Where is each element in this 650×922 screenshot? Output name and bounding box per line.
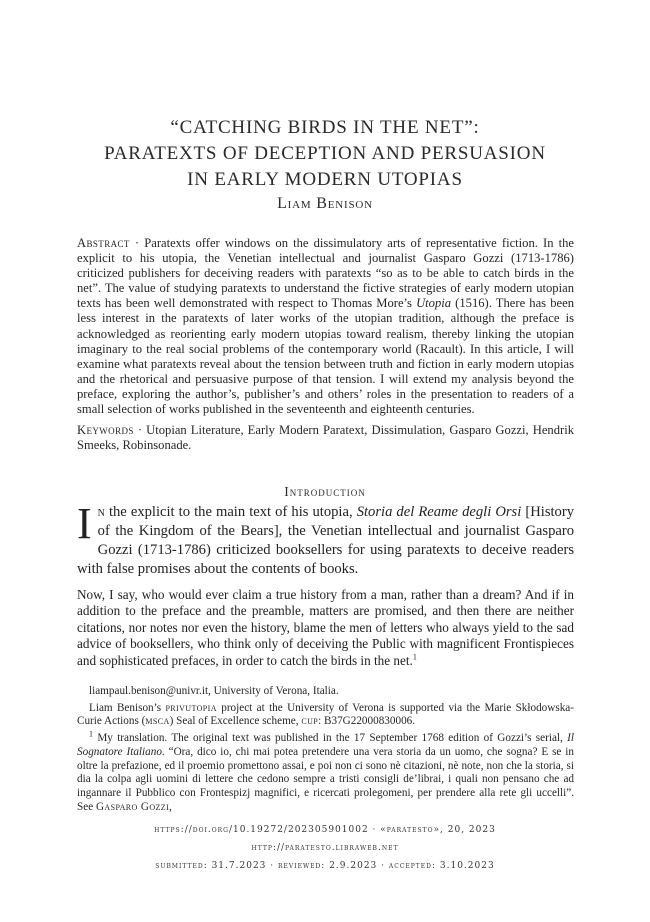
footnote-number: 1 [89, 729, 93, 739]
intro-work-title: Storia del Reame degli Orsi [356, 504, 522, 520]
footnote-text: , [169, 800, 172, 813]
abstract-paragraph [77, 236, 574, 417]
funding-note [77, 702, 574, 729]
funding-text: : B37G22000830006. [318, 715, 416, 728]
block-quote [77, 587, 574, 669]
footnote-author: Gasparo Gozzi [95, 800, 170, 813]
article-title [40, 115, 610, 193]
journal-url[interactable]: http://paratesto.libraweb.net [251, 843, 399, 853]
msca-abbrev: msca [145, 715, 170, 728]
separator: · [133, 423, 147, 438]
footnote-1 [77, 729, 575, 814]
author-affiliation: liampaul.benison@univr.it, University of Verona, Italia. [89, 685, 339, 697]
author-name: Liam Benison [277, 195, 373, 212]
drop-cap: I [77, 499, 92, 548]
title-line: PARATEXTS OF DECEPTION AND PERSUASION [104, 143, 546, 164]
quote-text: Now, I say, who would ever claim a true history from a man, rather than a dream? And if in addition to the preface and the preamble, matters are promised, and then there are neither citations, nor notes nor even the history, blame the men of letters who always yield to the sad advice of booksellers, who think only of deceiving the Public with magnificent Frontispieces and sophisticated prefaces, in order to catch the birds in the net. [77, 587, 574, 668]
abstract-text: (1516). There has been less interest in the paratexts of later works of the utopian tradition, although the preface is acknowledged as reorienting early modern utopias toward realism, thereby linking the utopian imaginary to the real social problems of the contemporary world (Racault). In this article, I will examine what paratexts reveal about the tension between truth and fiction in early modern utopias and the rhetorical and persuasive purpose of that tension. I will extend my analysis beyond the preface, exploring the author’s, publisher’s and others’ roles in the presentation to readers of a small selection of works published in the seventeenth and eighteenth centuries. [77, 296, 574, 417]
submission-dates: submitted: 31.7.2023 · reviewed: 2.9.2023 · accepted: 3.10.2023 [155, 861, 495, 871]
abstract-text: Paratexts offer windows on the dissimulatory arts of representative fiction. In the explicit to his utopia, the Venetian intellectual and journalist Gasparo Gozzi (1713-1786) criticized publishers for deceiving readers with paratexts “so as to be able to catch birds in the net”. The value of studying paratexts to understand the fictive strategies of early modern utopian texts has been well demonstrated with respect to Thomas More’s [77, 236, 574, 311]
intro-text: the explicit to the main text of his utopia, [104, 504, 357, 520]
section-heading: Introduction [284, 484, 366, 499]
footnote-work-title: Il Sognatore Italiano [77, 732, 574, 758]
funding-text: project at the University of Verona is supported via the Marie Skłodowska-Curie Actions ( [77, 701, 574, 728]
project-name: privutopia [165, 701, 217, 714]
abstract-label: Abstract [77, 236, 130, 250]
title-line: IN EARLY MODERN UTOPIAS [187, 169, 463, 190]
title-line: “CATCHING BIRDS IN THE NET”: [170, 117, 480, 138]
separator: · [129, 236, 145, 250]
footnote-text: My translation. The original text was published in the 17 September 1768 edition of Gozzi’s serial, [93, 732, 568, 745]
footnotes [77, 685, 574, 817]
keywords-paragraph [77, 423, 574, 453]
footnote-text: . “Ora, dico io, chi mai potea pretendere una vera storia da un uomo, che sogna? E se in oltre la prefazione, ed il proemio promettono assai, e poi non ci sono nè citazioni, nè note, non che la storia, si dia la colpa agli uomini di lettere che cedono sempre a tristi consigli de’librai, i quali non pensano che ad ingannare il Pubblico con Frontespizj magnifici, e ricercati prolegomeni, per prendere alla rete gli uccelli”. See [77, 745, 575, 813]
intro-first-letters: n [97, 504, 105, 520]
keywords-text: Utopian Literature, Early Modern Paratext, Dissimulation, Gasparo Gozzi, Hendrik Smeeks, Robinsonade. [77, 423, 574, 453]
body-text [77, 499, 575, 669]
funding-text: Liam Benison’s [89, 701, 166, 714]
cup-abbrev: cup [301, 715, 319, 728]
abstract [77, 236, 574, 453]
intro-text: [History of the Kingdom of the Bears], the Venetian intellectual and journalist Gasparo Gozzi (1713-1786) criticized booksellers for using paratexts to deceive readers with false promises about the contents of books. [77, 504, 575, 577]
funding-text: ) Seal of Excellence scheme, [169, 715, 302, 728]
intro-paragraph [77, 499, 575, 579]
footnote-reference[interactable]: 1 [412, 652, 417, 662]
doi-line[interactable]: https://doi.org/10.19272/202305901002 · «paratesto», 20, 2023 [154, 825, 496, 835]
abstract-work-title: Utopia [416, 296, 452, 311]
keywords-label: Keywords [77, 423, 134, 438]
